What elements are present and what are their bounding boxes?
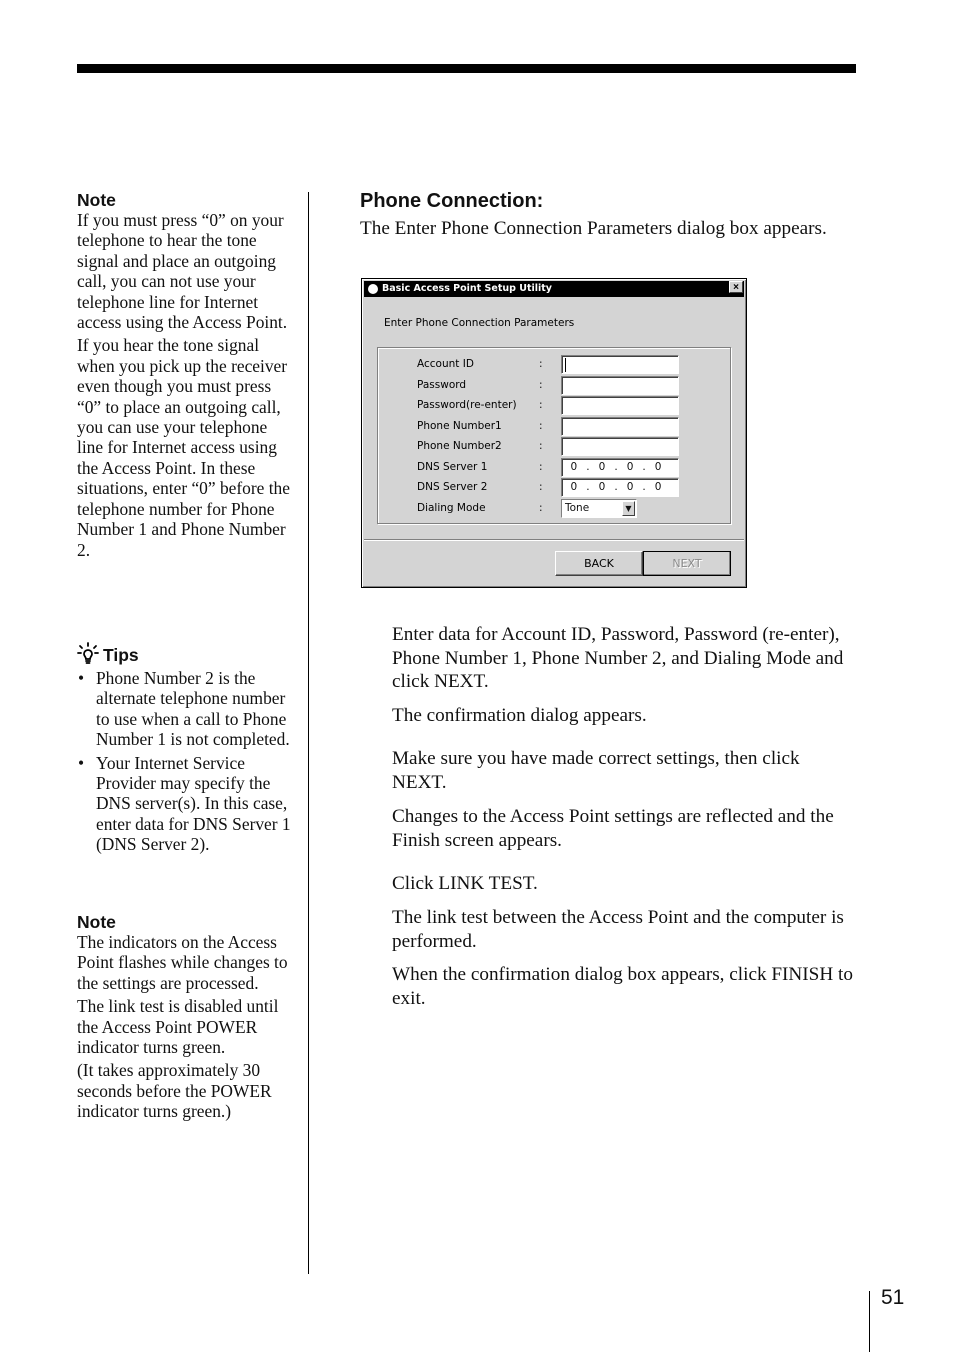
dns-server1-input[interactable]: 0 . 0 . 0 . 0 xyxy=(561,458,679,477)
field-label: Account ID xyxy=(417,358,474,370)
dialog-title: Basic Access Point Setup Utility xyxy=(382,283,552,294)
field-colon: : xyxy=(539,420,543,432)
sidebar-note-2 xyxy=(77,912,292,1125)
field-colon: : xyxy=(539,461,543,473)
dialog-heading: Enter Phone Connection Parameters xyxy=(384,317,575,329)
tips-heading xyxy=(77,642,292,668)
note-heading: Note xyxy=(77,190,116,210)
step-text: The confirmation dialog appears. xyxy=(392,705,647,726)
field-label: Password xyxy=(417,379,467,391)
field-label: Password(re-enter) xyxy=(417,399,517,411)
password-input[interactable] xyxy=(561,376,679,395)
tips-list xyxy=(77,668,292,855)
intro-text: The Enter Phone Connection Parameters dialog box appears. xyxy=(360,218,827,239)
field-colon: : xyxy=(539,481,543,493)
phone-number2-input[interactable] xyxy=(561,437,679,456)
note-paragraph: The link test is disabled until the Access Point POWER indicator turns green. xyxy=(77,996,279,1058)
dns-server2-row xyxy=(402,478,692,498)
field-colon: : xyxy=(539,440,543,452)
step-text: Click LINK TEST. xyxy=(392,873,538,894)
field-label: Dialing Mode xyxy=(417,502,486,514)
section-heading: Phone Connection: xyxy=(360,190,544,212)
field-label: Phone Number2 xyxy=(417,440,502,452)
account-id-input[interactable] xyxy=(561,355,679,374)
lightbulb-icon xyxy=(77,642,99,668)
step-text: Make sure you have made correct settings, then click NEXT. xyxy=(392,748,800,793)
phone-number1-input[interactable] xyxy=(561,417,679,436)
field-colon: : xyxy=(539,399,543,411)
step-text: Enter data for Account ID, Password, Password (re-enter), Phone Number 1, Phone Number 2, and Dialing Mode and click NEXT. xyxy=(392,624,844,692)
note-paragraph: (It takes approximately 30 seconds before the POWER indicator turns green.) xyxy=(77,1060,272,1122)
password-reenter-input[interactable] xyxy=(561,396,679,415)
note-paragraph: If you hear the tone signal when you pick up the receiver even though you must press “0” to place an outgoing call, you can use your telephone line for Internet access using the Access Point. In these situations, enter “0” before the telephone number for Phone Number 1 and Phone Number 2. xyxy=(77,335,290,560)
dialog-separator xyxy=(364,539,744,541)
phone-number1-row xyxy=(402,417,692,437)
page-number-rule xyxy=(869,1291,870,1352)
dialog-title-bar xyxy=(364,281,744,297)
field-label: Phone Number1 xyxy=(417,420,502,432)
dns-server1-row xyxy=(402,458,692,478)
dns-server2-input[interactable]: 0 . 0 . 0 . 0 xyxy=(561,478,679,497)
field-label: DNS Server 2 xyxy=(417,481,488,493)
password-row xyxy=(402,376,692,396)
text-caret xyxy=(565,358,566,372)
app-icon xyxy=(368,284,378,294)
back-button[interactable]: BACK xyxy=(555,551,643,576)
column-divider xyxy=(308,192,309,1274)
step-text: Changes to the Access Point settings are reflected and the Finish screen appears. xyxy=(392,806,834,851)
tips-heading-label: Tips xyxy=(103,645,139,665)
list-item: • Phone Number 2 is the alternate telephone number to use when a call to Phone Number 1 is not completed. xyxy=(77,668,292,750)
sidebar-tips xyxy=(77,642,292,858)
main-intro xyxy=(360,189,850,241)
field-colon: : xyxy=(539,379,543,391)
sidebar-note-1 xyxy=(77,190,292,563)
step-text: When the confirmation dialog box appears, click FINISH to exit. xyxy=(392,964,853,1009)
dialing-mode-select[interactable]: Tone ▼ xyxy=(561,499,637,518)
field-colon: : xyxy=(539,358,543,370)
close-button[interactable]: × xyxy=(729,281,743,293)
note-heading: Note xyxy=(77,912,116,932)
phone-connection-dialog xyxy=(361,278,747,588)
header-rule xyxy=(77,64,856,73)
list-item: • Your Internet Service Provider may specify the DNS server(s). In this case, enter data for DNS Server 1 (DNS Server 2). xyxy=(77,753,292,855)
password-reenter-row xyxy=(402,396,692,416)
note-paragraph: The indicators on the Access Point flashes while changes to the settings are processed. xyxy=(77,932,288,993)
next-button[interactable]: NEXT xyxy=(643,551,731,576)
chevron-down-icon[interactable]: ▼ xyxy=(622,501,635,516)
step-text: The link test between the Access Point and the computer is performed. xyxy=(392,907,844,952)
field-colon: : xyxy=(539,502,543,514)
field-label: DNS Server 1 xyxy=(417,461,488,473)
phone-number2-row xyxy=(402,437,692,457)
dialing-mode-row xyxy=(402,499,692,519)
note-paragraph: If you must press “0” on your telephone to hear the tone signal and place an outgoing call, you can not use your telephone line for Internet access using the Access Point. xyxy=(77,210,288,333)
account-id-row xyxy=(402,355,692,375)
page-number: 51 xyxy=(881,1286,905,1309)
